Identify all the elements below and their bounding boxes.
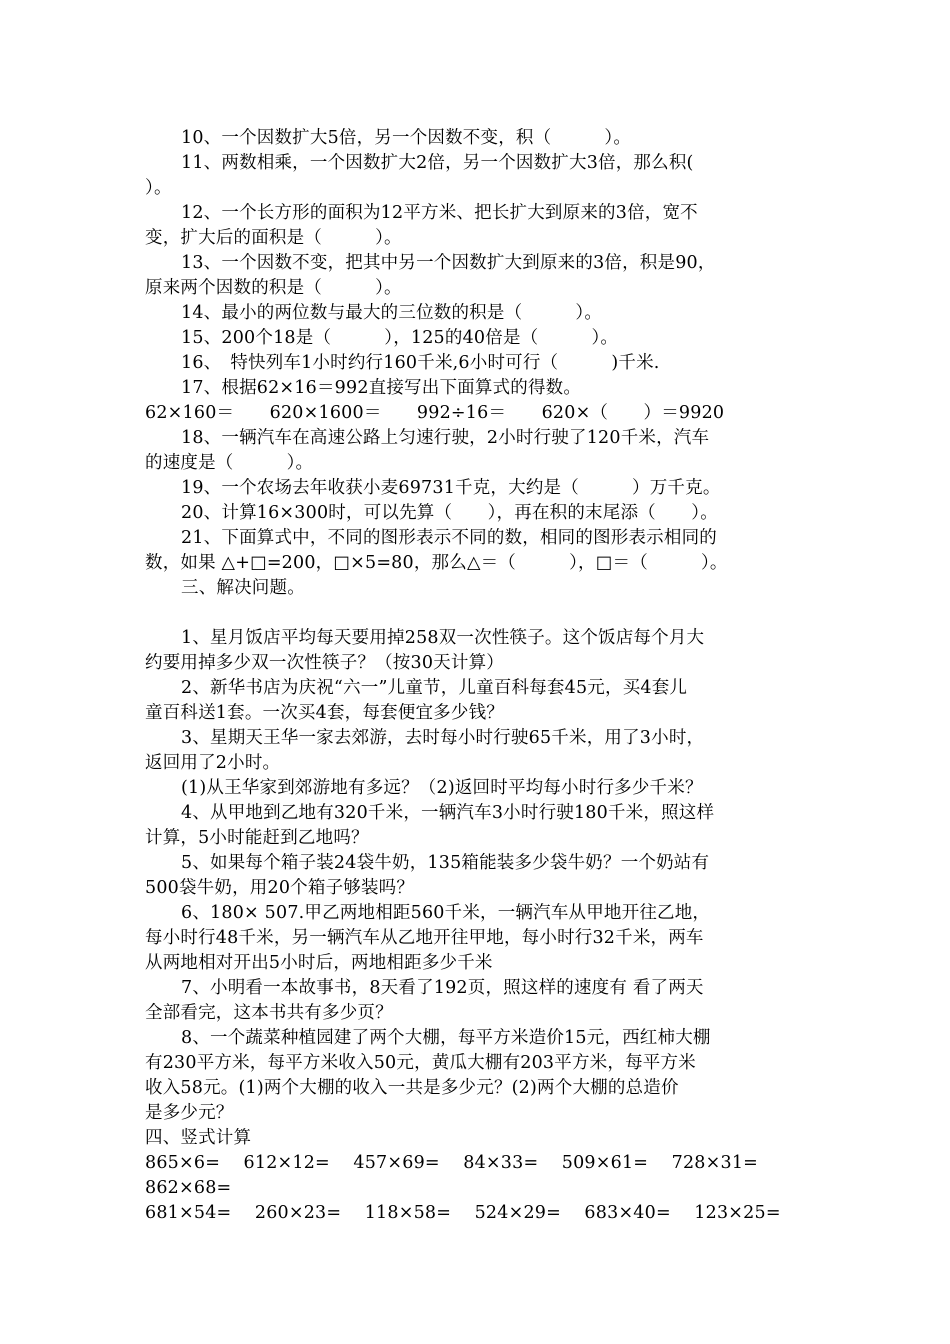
question-16: 16、 特快列车1小时约行160千米,6小时可行（ )千米. [181,353,660,373]
vertical-calc-row-2: 681×54= 260×23= 118×58= 524×29= 683×40= 123×25= [145,1203,781,1223]
problem-2: 2、新华书店为庆祝“六一”儿童节，儿童百科每套45元，买4套儿 [181,678,688,698]
problem-8-cont-3: 是多少元？ [145,1103,234,1123]
section-heading-3: 三、解决问题。 [181,578,305,598]
section-heading-4: 四、竖式计算 [145,1128,252,1148]
question-19: 19、一个农场去年收获小麦69731千克，大约是（ ）万千克。 [181,478,721,498]
question-20: 20、计算16×300时，可以先算（ ），再在积的末尾添（ ）。 [181,503,718,523]
question-17: 17、根据62×16＝992直接写出下面算式的得数。 [181,378,582,398]
question-21-cont: 数，如果 △+□=200，□×5=80，那么△＝（ ），□＝（ ）。 [145,553,728,573]
question-14: 14、最小的两位数与最大的三位数的积是（ ）。 [181,303,603,323]
problem-2-cont: 童百科送1套。一次买4套，每套便宜多少钱？ [145,703,504,723]
question-11: 11、两数相乘，一个因数扩大2倍，另一个因数扩大3倍，那么积( [181,153,694,173]
problem-7-cont: 全部看完，这本书共有多少页？ [145,1003,393,1023]
problem-3-parts: (1)从王华家到郊游地有多远？（2)返回时平均每小时行多少千米？ [181,778,703,798]
question-18: 18、一辆汽车在高速公路上匀速行驶，2小时行驶了120千米，汽车 [181,428,710,448]
problem-5-cont: 500袋牛奶，用20个箱子够装吗？ [145,878,415,898]
problem-4-cont: 计算，5小时能赶到乙地吗？ [145,828,369,848]
problem-6-cont-2: 从两地相对开出5小时后，两地相距多少千米 [145,953,493,973]
problem-6-cont-1: 每小时行48千米，另一辆汽车从乙地开往甲地，每小时行32千米，两车 [145,928,704,948]
vertical-calc-row-1-wrap: 862×68= [145,1178,232,1198]
question-11-cont: ）。 [145,178,172,198]
problem-8-cont-1: 有230平方米，每平方米收入50元，黄瓜大棚有203平方米，每平方米 [145,1053,696,1073]
problem-6: 6、180× 507.甲乙两地相距560千米，一辆汽车从甲地开往乙地， [181,903,711,923]
problem-3: 3、星期天王华一家去郊游，去时每小时行驶65千米，用了3小时， [181,728,705,748]
question-18-cont: 的速度是（ ）。 [145,453,314,473]
question-13: 13、一个因数不变，把其中另一个因数扩大到原来的3倍，积是90， [181,253,716,273]
problem-5: 5、如果每个箱子装24袋牛奶，135箱能装多少袋牛奶？一个奶站有 [181,853,710,873]
problem-4: 4、从甲地到乙地有320千米，一辆汽车3小时行驶180千米，照这样 [181,803,715,823]
question-13-cont: 原来两个因数的积是（ ）。 [145,278,402,298]
question-10: 10、一个因数扩大5倍，另一个因数不变，积（ ）。 [181,128,632,148]
problem-1-cont: 约要用掉多少双一次性筷子？（按30天计算） [145,653,504,673]
question-21: 21、下面算式中，不同的图形表示不同的数，相同的图形表示相同的 [181,528,717,548]
problem-1: 1、星月饭店平均每天要用掉258双一次性筷子。这个饭店每个月大 [181,628,705,648]
problem-7: 7、小明看一本故事书，8天看了192页，照这样的速度有 看了两天 [181,978,704,998]
question-17-equations: 62×160＝ 620×1600＝ 992÷16＝ 620×（ ）＝9920 [145,403,725,423]
vertical-calc-row-1: 865×6= 612×12= 457×69= 84×33= 509×61= 728×31= [145,1153,759,1173]
problem-3-cont: 返回用了2小时。 [145,753,281,773]
question-12-cont: 变，扩大后的面积是（ ）。 [145,228,402,248]
question-15: 15、200个18是（ ），125的40倍是（ ）。 [181,328,619,348]
problem-8-cont-2: 收入58元。(1)两个大棚的收入一共是多少元？(2)两个大棚的总造价 [145,1078,679,1098]
question-12: 12、一个长方形的面积为12平方米、把长扩大到原来的3倍，宽不 [181,203,698,223]
problem-8: 8、一个蔬菜种植园建了两个大棚，每平方米造价15元，西红柿大棚 [181,1028,711,1048]
